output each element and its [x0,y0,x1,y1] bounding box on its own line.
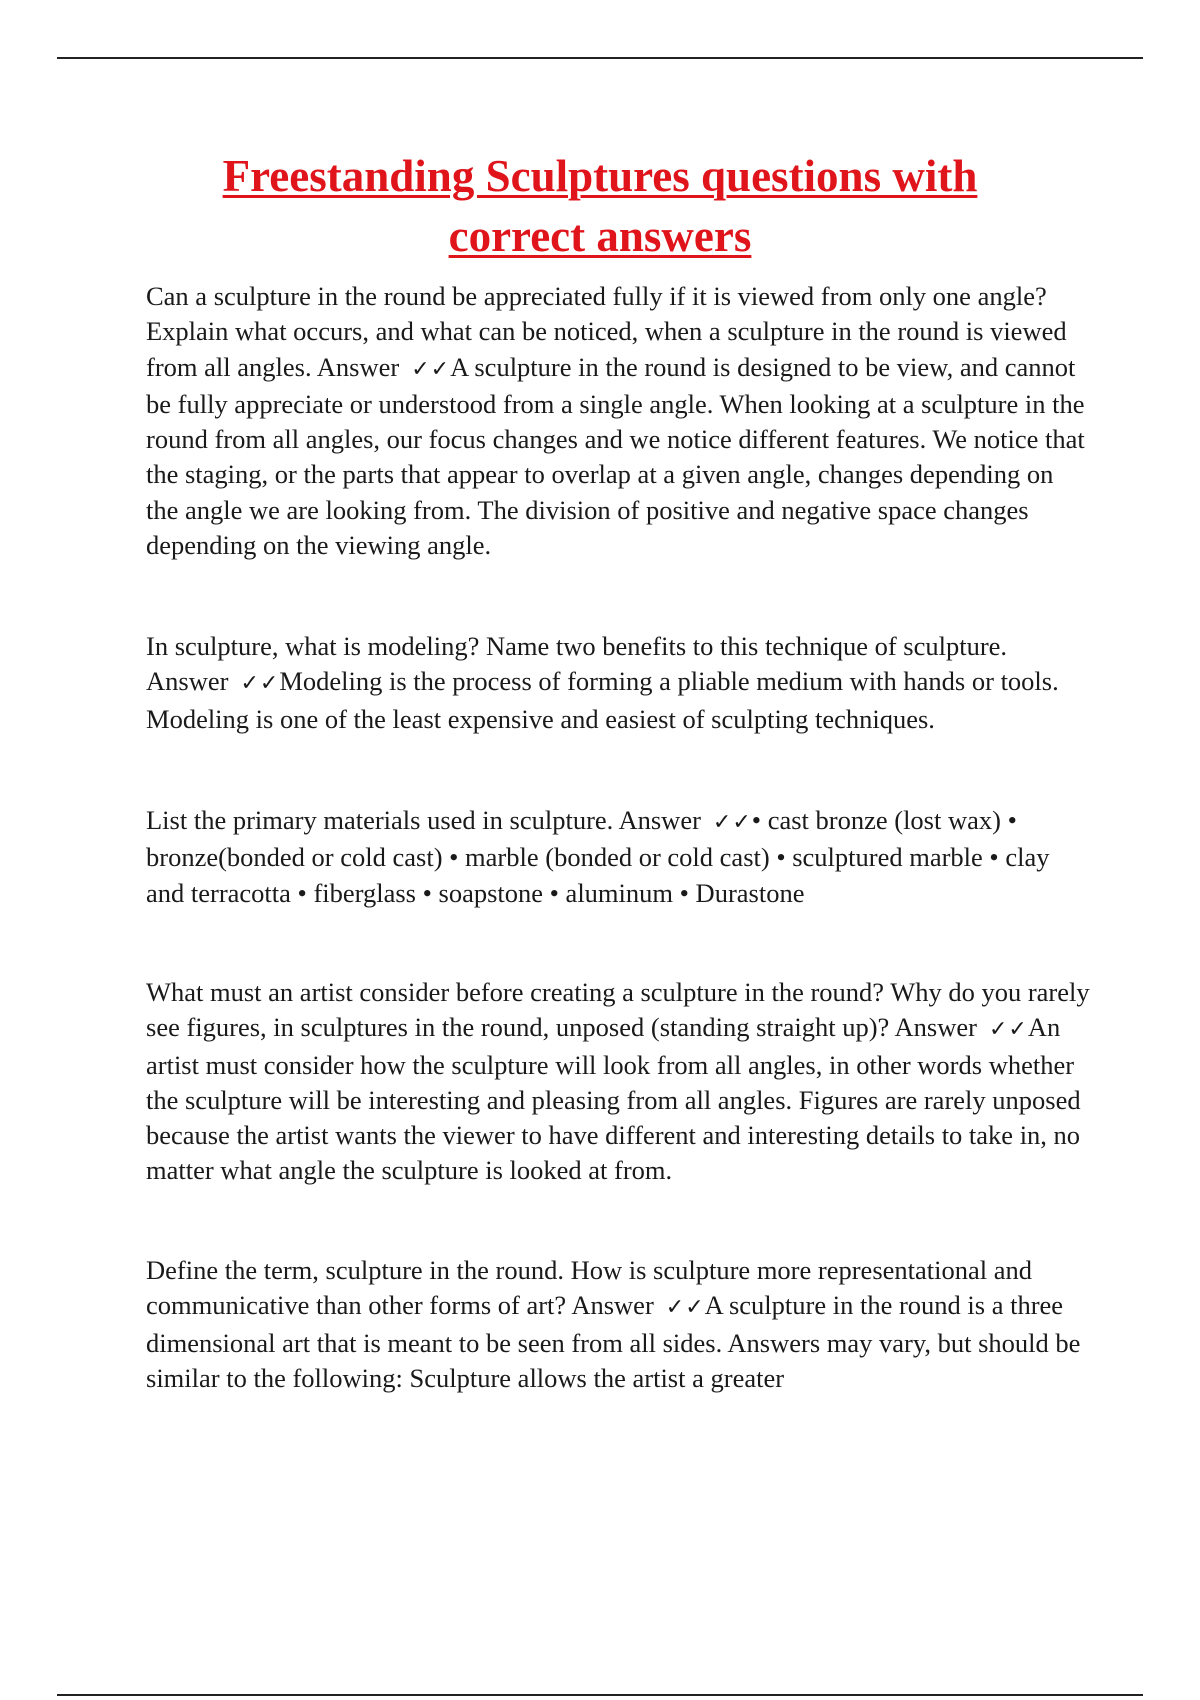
qa-item-1 [146,279,1091,563]
question-text: Can a sculpture in the round be appreciated fully if it is viewed from only one angle? Explain what occurs, and what can be noticed, when a sculpture in the round is viewed from all angles. [146,281,1067,382]
top-rule [57,57,1143,59]
document-title [140,146,1060,266]
answer-text: Modeling is the process of forming a pliable medium with hands or tools. Modeling is one of the least expensive and easiest of sculpting techniques. [146,666,1059,734]
answer-text: • cast bronze (lost wax) • bronze(bonded or cold cast) • marble (bonded or cold cast) • sculptured marble • clay and terracotta • fiberglass • soapstone • aluminum • Durastone [146,805,1050,908]
answer-label: Answer [571,1290,654,1321]
check-mark-icon: ✓✓ [665,1295,705,1321]
qa-item-2 [146,629,1091,737]
question-text: In sculpture, what is modeling? Name two benefits to this technique of sculpture. [146,631,1008,661]
check-mark-icon: ✓✓ [988,1017,1028,1043]
answer-text: A sculpture in the round is a three dimensional art that is meant to be seen from all sides. Answers may vary, but should be similar to the following: Sculpture allows the artist a greater [146,1290,1081,1393]
answer-label: Answer [316,351,400,382]
qa-item-4 [146,975,1091,1189]
bottom-rule [57,1694,1143,1696]
question-text: Define the term, sculpture in the round. How is sculpture more representational and communicative than other forms of art? [146,1255,1033,1321]
question-text: What must an artist consider before creating a sculpture in the round? Why do you rarely see figures, in sculptures in the round, unposed (standing straight up)? [146,977,1090,1043]
answer-label: Answer [894,1012,977,1043]
question-text: List the primary materials used in sculpture. [146,805,614,835]
answer-label: Answer [146,666,229,697]
qa-item-3 [146,803,1091,911]
qa-item-5 [146,1253,1091,1396]
title-line-2: correct answers [448,211,752,261]
answer-label: Answer [618,805,701,835]
answer-text: A sculpture in the round is designed to be view, and cannot be fully appreciate or understood from a single angle. When looking at a sculpture in the round from all angles, our focus changes and we notice different features. We notice that the staging, or the parts that appear to overlap at a given angle, changes depending on the angle we are looking from. The division of positive and negative space changes depending on the viewing angle. [146,351,1085,561]
title-line-1: Freestanding Sculptures questions with [222,151,978,201]
answer-text: An artist must consider how the sculpture will look from all angles, in other words whether the sculpture will be interesting and pleasing from all angles. Figures are rarely unposed because the artist wants the viewer to have different and interesting details to take in, no matter what angle the sculpture is looked at from. [146,1012,1081,1186]
check-mark-icon: ✓✓ [240,671,280,697]
check-mark-icon: ✓✓ [411,356,451,382]
check-mark-icon: ✓✓ [712,810,752,835]
